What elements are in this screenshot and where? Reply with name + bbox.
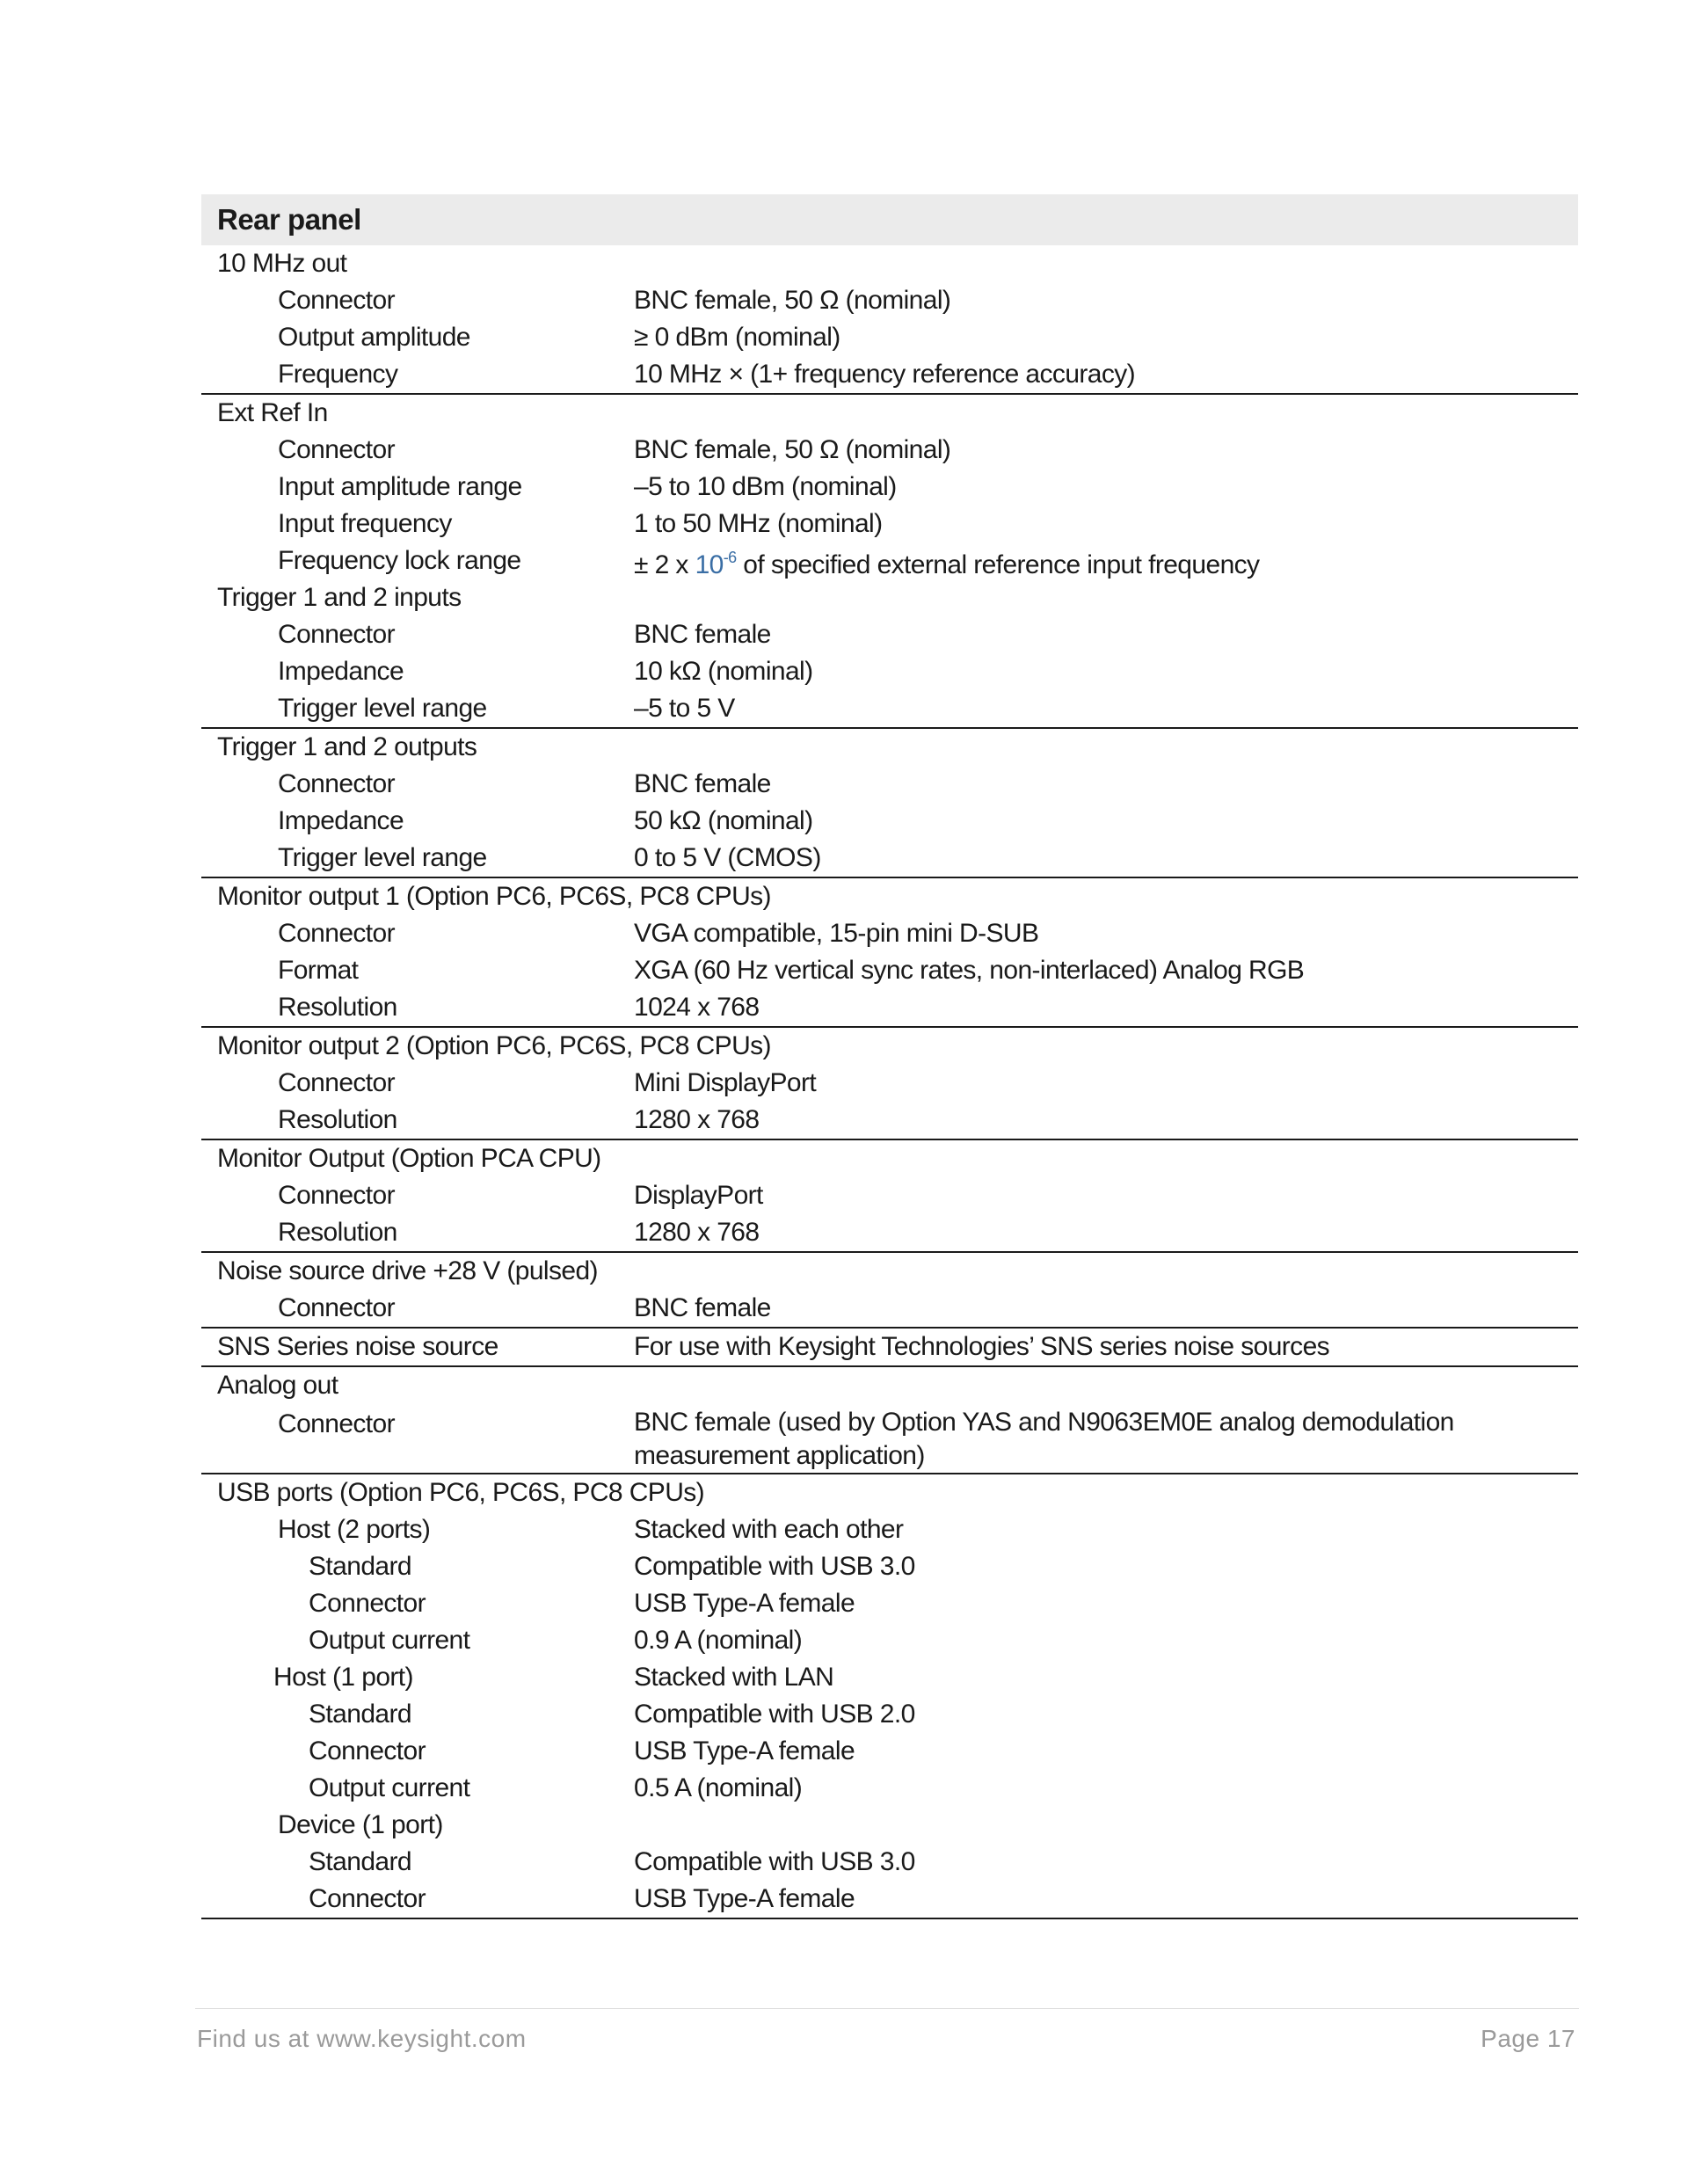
- spec-label: Standard: [309, 1552, 411, 1581]
- exponent-base: 10: [695, 550, 724, 579]
- spec-row: [201, 1329, 1578, 1365]
- spec-label: Connector: [278, 286, 396, 315]
- spec-row: [201, 989, 1578, 1026]
- spec-value: Stacked with each other: [634, 1515, 904, 1544]
- spec-row: [201, 653, 1578, 690]
- section-ext-ref-in-and-trigger-inputs: [201, 395, 1578, 729]
- spec-row: [201, 952, 1578, 989]
- section-title: Monitor output 1 (Option PC6, PC6S, PC8 CPUs): [217, 882, 771, 911]
- spec-row: [201, 1102, 1578, 1139]
- spec-row: [201, 766, 1578, 803]
- spec-row: [201, 1696, 1578, 1733]
- spec-label: Output current: [309, 1626, 470, 1655]
- spec-value: 0.5 A (nominal): [634, 1773, 803, 1802]
- spec-label: Connector: [278, 769, 396, 798]
- section-title: Trigger 1 and 2 inputs: [217, 583, 462, 612]
- spec-label: Connector: [278, 919, 396, 948]
- section-title: 10 MHz out: [217, 249, 347, 278]
- section-title: Ext Ref In: [217, 398, 328, 427]
- spec-value: [634, 539, 1578, 584]
- section-title-row: [201, 395, 1578, 432]
- spec-label: Connector: [309, 1589, 426, 1618]
- spec-value: USB Type-A female: [634, 1736, 855, 1765]
- spec-value: XGA (60 Hz vertical sync rates, non-interlaced) Analog RGB: [634, 956, 1305, 985]
- section-monitor-output-2: [201, 1028, 1578, 1140]
- spec-value: Mini DisplayPort: [634, 1068, 817, 1097]
- spec-label: Connector: [278, 1409, 396, 1438]
- spec-row: [201, 1511, 1578, 1548]
- spec-value: Stacked with LAN: [634, 1663, 834, 1692]
- spec-value: USB Type-A female: [634, 1884, 855, 1913]
- section-title: Noise source drive +28 V (pulsed): [217, 1256, 598, 1285]
- exponent-power: -6: [723, 548, 737, 566]
- section-10mhz-out: [201, 245, 1578, 395]
- spec-value: ≥ 0 dBm (nominal): [634, 323, 840, 352]
- spec-value: DisplayPort: [634, 1181, 763, 1210]
- spec-label: Resolution: [278, 993, 397, 1022]
- spec-value: For use with Keysight Technologies’ SNS series noise sources: [634, 1332, 1330, 1361]
- spec-value: –5 to 5 V: [634, 694, 735, 723]
- table-title: Rear panel: [217, 203, 361, 236]
- spec-row: [201, 616, 1578, 653]
- section-monitor-output-pca: [201, 1140, 1578, 1253]
- spec-value: BNC female, 50 Ω (nominal): [634, 286, 951, 315]
- section-title: SNS Series noise source: [217, 1332, 498, 1361]
- spec-label: Trigger level range: [278, 843, 487, 872]
- section-title-row: [201, 579, 1578, 616]
- spec-label: Impedance: [278, 657, 404, 686]
- section-title-row: [201, 1474, 1578, 1511]
- spec-value: BNC female, 50 Ω (nominal): [634, 435, 951, 464]
- spec-label: Format: [278, 956, 359, 985]
- spec-label: Frequency lock range: [278, 546, 521, 575]
- spec-label: Output amplitude: [278, 323, 470, 352]
- section-title: USB ports (Option PC6, PC6S, PC8 CPUs): [217, 1478, 705, 1507]
- footer-website-link[interactable]: Find us at www.keysight.com: [197, 2025, 527, 2052]
- spec-row: [201, 1770, 1578, 1807]
- spec-label: Input frequency: [278, 509, 452, 538]
- section-title-row: [201, 729, 1578, 766]
- spec-label: Standard: [309, 1847, 411, 1876]
- spec-row: [201, 1733, 1578, 1770]
- spec-row: [201, 1404, 1578, 1473]
- spec-row: [201, 1844, 1578, 1881]
- spec-label: Connector: [278, 620, 396, 649]
- value-suffix: of specified external reference input frequency: [736, 550, 1260, 579]
- spec-value: Compatible with USB 3.0: [634, 1847, 915, 1876]
- spec-label: Input amplitude range: [278, 472, 522, 501]
- spec-label: Host (1 port): [273, 1663, 413, 1692]
- spec-value: 50 kΩ (nominal): [634, 806, 813, 835]
- spec-row: [201, 1290, 1578, 1327]
- page-number: Page 17: [1481, 2025, 1575, 2052]
- spec-label: Frequency: [278, 360, 398, 389]
- spec-value: BNC female: [634, 769, 771, 798]
- spec-label: Resolution: [278, 1218, 397, 1247]
- spec-row: [201, 282, 1578, 319]
- spec-value: BNC female (used by Option YAS and N9063EM0E analog demodulation measurement application): [634, 1408, 1454, 1470]
- section-title-row: [201, 1253, 1578, 1290]
- spec-label: Host (2 ports): [278, 1515, 431, 1544]
- spec-row: [201, 1214, 1578, 1251]
- rear-panel-spec-table: [201, 194, 1578, 1919]
- spec-value: 0 to 5 V (CMOS): [634, 843, 821, 872]
- exponent-term: [695, 550, 737, 579]
- spec-label: Connector: [278, 1181, 396, 1210]
- spec-row: [201, 506, 1578, 542]
- value-prefix: ± 2 x: [634, 550, 695, 579]
- section-usb-ports: [201, 1474, 1578, 1919]
- spec-label: Device (1 port): [278, 1810, 443, 1839]
- spec-value: BNC female: [634, 1293, 771, 1322]
- spec-value: Compatible with USB 3.0: [634, 1552, 915, 1581]
- section-analog-out: [201, 1367, 1578, 1474]
- section-noise-source-drive: [201, 1253, 1578, 1329]
- spec-label: Connector: [309, 1736, 426, 1765]
- spec-value: VGA compatible, 15-pin mini D-SUB: [634, 919, 1039, 948]
- spec-row: [201, 1065, 1578, 1102]
- section-trigger-outputs: [201, 729, 1578, 878]
- spec-label: Resolution: [278, 1105, 397, 1134]
- spec-row: [201, 1881, 1578, 1918]
- spec-label: Connector: [309, 1884, 426, 1913]
- section-title-row: [201, 878, 1578, 915]
- spec-value: 10 kΩ (nominal): [634, 657, 813, 686]
- spec-value: 1280 x 768: [634, 1218, 760, 1247]
- spec-row: [201, 690, 1578, 727]
- spec-row: [201, 1807, 1578, 1844]
- section-sns-series: [201, 1329, 1578, 1367]
- section-monitor-output-1: [201, 878, 1578, 1028]
- section-title: Monitor Output (Option PCA CPU): [217, 1144, 601, 1173]
- spec-label: Connector: [278, 1068, 396, 1097]
- spec-value: 1024 x 768: [634, 993, 760, 1022]
- spec-row: [201, 803, 1578, 840]
- spec-row: [201, 432, 1578, 469]
- spec-row: [201, 1622, 1578, 1659]
- spec-value: 0.9 A (nominal): [634, 1626, 803, 1655]
- section-title-row: [201, 1140, 1578, 1177]
- section-title: Analog out: [217, 1371, 338, 1400]
- spec-row: [201, 356, 1578, 393]
- spec-value: BNC female: [634, 620, 771, 649]
- spec-row: [201, 915, 1578, 952]
- spec-row: [201, 469, 1578, 506]
- section-title-row: [201, 1367, 1578, 1404]
- spec-label: Output current: [309, 1773, 470, 1802]
- spec-row: [201, 1585, 1578, 1622]
- spec-label: Connector: [278, 435, 396, 464]
- section-title: Monitor output 2 (Option PC6, PC6S, PC8 CPUs): [217, 1031, 771, 1060]
- spec-label: Connector: [278, 1293, 396, 1322]
- section-title-row: [201, 245, 1578, 282]
- spec-label: Standard: [309, 1700, 411, 1729]
- section-title: Trigger 1 and 2 outputs: [217, 732, 477, 761]
- spec-label: Trigger level range: [278, 694, 487, 723]
- section-title-row: [201, 1028, 1578, 1065]
- spec-value: USB Type-A female: [634, 1589, 855, 1618]
- spec-row: [201, 319, 1578, 356]
- spec-label: Impedance: [278, 806, 404, 835]
- spec-row: [201, 840, 1578, 877]
- spec-value: Compatible with USB 2.0: [634, 1700, 915, 1729]
- spec-value: 1280 x 768: [634, 1105, 760, 1134]
- table-header: [201, 194, 1578, 245]
- spec-value: 1 to 50 MHz (nominal): [634, 509, 883, 538]
- footer-divider: [195, 2008, 1579, 2009]
- spec-row: [201, 1659, 1578, 1696]
- spec-row: [201, 1177, 1578, 1214]
- spec-row: [201, 1548, 1578, 1585]
- spec-value: –5 to 10 dBm (nominal): [634, 472, 897, 501]
- spec-row: [201, 542, 1578, 579]
- spec-value: 10 MHz × (1+ frequency reference accuracy): [634, 360, 1136, 389]
